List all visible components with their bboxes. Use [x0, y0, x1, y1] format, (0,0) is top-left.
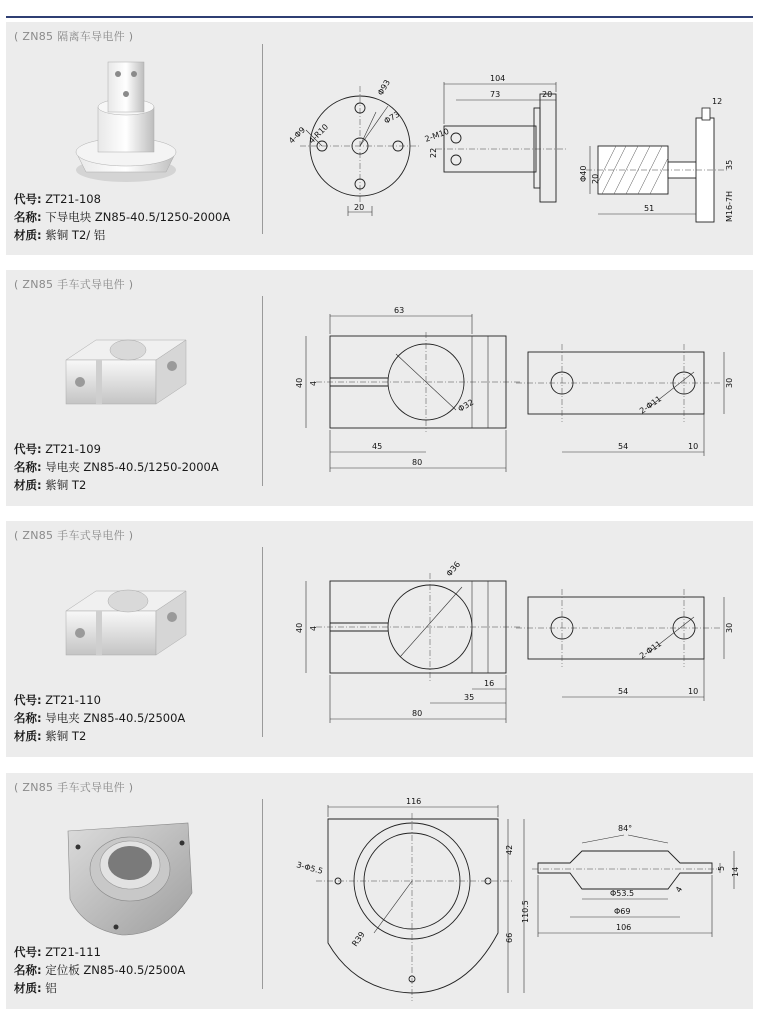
dim-label: R39	[350, 930, 367, 949]
dim-label: Φ93	[375, 78, 392, 97]
code-row: 代号: ZT21-109	[14, 442, 101, 456]
dim-label: 4	[309, 625, 318, 631]
dim-label: 4	[673, 885, 685, 894]
name-row: 名称: 下导电块 ZN85-40.5/1250-2000A	[14, 210, 231, 224]
product-details	[14, 691, 185, 745]
dim-label: 45	[372, 442, 383, 451]
technical-drawing	[276, 296, 746, 486]
dim-label: Φ36	[444, 559, 463, 579]
product-material: 铝	[45, 981, 57, 995]
dim-label: 106	[616, 923, 632, 932]
category-tag: ( ZN85 隔离车导电件 )	[14, 30, 134, 43]
product-details	[14, 943, 185, 997]
dim-label: 12	[712, 97, 723, 106]
dim-label: Φ53.5	[610, 889, 635, 898]
product-material: 紫铜 T2/ 铝	[45, 228, 106, 242]
dim-label: 80	[412, 458, 423, 467]
product-photo-conductor-clamp	[46, 300, 206, 440]
product-photo-positioning-plate	[46, 803, 206, 943]
product-photo-lower-conductor-block	[46, 52, 206, 192]
dim-label: 2-M10	[423, 126, 451, 144]
product-name: 下导电块 ZN85-40.5/1250-2000A	[45, 210, 231, 224]
dim-label: 104	[490, 74, 506, 83]
section-divider	[262, 799, 263, 989]
dim-label: 22	[429, 147, 438, 158]
product-name: 导电夹 ZN85-40.5/1250-2000A	[45, 460, 219, 474]
product-name: 定位板 ZN85-40.5/2500A	[45, 963, 186, 977]
dim-label: 16	[484, 679, 495, 688]
material-row: 材质: 紫铜 T2	[14, 729, 87, 743]
technical-drawing	[276, 793, 746, 1009]
dim-label: 14	[731, 866, 740, 877]
dim-label: 110.5	[521, 900, 530, 923]
code-row: 代号: ZT21-110	[14, 693, 101, 707]
dim-label: 54	[618, 687, 629, 696]
dim-label: 40	[295, 622, 304, 633]
dim-label: 4-R10	[307, 122, 331, 146]
product-material: 紫铜 T2	[45, 729, 87, 743]
section-divider	[262, 547, 263, 737]
category-tag: ( ZN85 手车式导电件 )	[14, 781, 134, 794]
dim-label: 73	[490, 90, 501, 99]
dim-label: 4-Φ9	[287, 125, 308, 146]
dim-label: 30	[725, 377, 734, 388]
product-card-zt21-109	[6, 270, 753, 506]
dim-label: 20	[542, 90, 553, 99]
product-card-zt21-108	[6, 22, 753, 255]
dim-label: 30	[725, 622, 734, 633]
product-code: ZT21-111	[45, 945, 101, 959]
dim-label: 84°	[618, 824, 633, 833]
name-row: 名称: 定位板 ZN85-40.5/2500A	[14, 963, 186, 977]
technical-drawing	[276, 46, 746, 246]
product-code: ZT21-110	[45, 693, 101, 707]
dim-label: 20	[354, 203, 365, 212]
dim-label: 80	[412, 709, 423, 718]
dim-label: 10	[688, 687, 699, 696]
name-row: 名称: 导电夹 ZN85-40.5/1250-2000A	[14, 460, 219, 474]
dim-label: 35	[725, 159, 734, 170]
product-material: 紫铜 T2	[45, 478, 87, 492]
dim-label: 63	[394, 306, 405, 315]
product-card-zt21-110	[6, 521, 753, 757]
dim-label: Φ69	[614, 907, 631, 916]
product-details	[14, 440, 219, 494]
product-card-zt21-111	[6, 773, 753, 1009]
dim-label: Φ32	[456, 397, 476, 414]
product-name: 导电夹 ZN85-40.5/2500A	[45, 711, 186, 725]
dim-label: 51	[644, 204, 655, 213]
dim-label: 40	[295, 377, 304, 388]
dim-label: 4	[309, 380, 318, 386]
dim-label: Φ73	[382, 109, 402, 126]
dim-label: 116	[406, 797, 422, 806]
header-rule	[6, 16, 753, 18]
dim-label: 35	[464, 693, 475, 702]
product-code: ZT21-108	[45, 192, 101, 206]
dim-label: 20	[591, 173, 600, 184]
dim-label: M16-7H	[725, 190, 734, 222]
material-row: 材质: 铝	[14, 981, 57, 995]
code-row: 代号: ZT21-111	[14, 945, 101, 959]
category-tag: ( ZN85 手车式导电件 )	[14, 278, 134, 291]
name-row: 名称: 导电夹 ZN85-40.5/2500A	[14, 711, 186, 725]
dim-label: 54	[618, 442, 629, 451]
material-row: 材质: 紫铜 T2	[14, 478, 87, 492]
product-code: ZT21-109	[45, 442, 101, 456]
product-details	[14, 190, 230, 244]
dim-label: 66	[505, 932, 514, 943]
category-tag: ( ZN85 手车式导电件 )	[14, 529, 134, 542]
dim-label: 2-Φ11	[637, 639, 664, 661]
product-photo-conductor-clamp	[46, 551, 206, 691]
section-divider	[262, 44, 263, 234]
dim-label: Φ40	[579, 165, 588, 182]
dim-label: 3-Φ5.5	[295, 860, 324, 876]
dim-label: 42	[505, 844, 514, 855]
code-row: 代号: ZT21-108	[14, 192, 101, 206]
material-row: 材质: 紫铜 T2/ 铝	[14, 228, 106, 242]
dim-label: 5	[717, 865, 726, 871]
section-divider	[262, 296, 263, 486]
dim-label: 2-Φ11	[637, 394, 664, 416]
dim-label: 10	[688, 442, 699, 451]
technical-drawing	[276, 547, 746, 737]
